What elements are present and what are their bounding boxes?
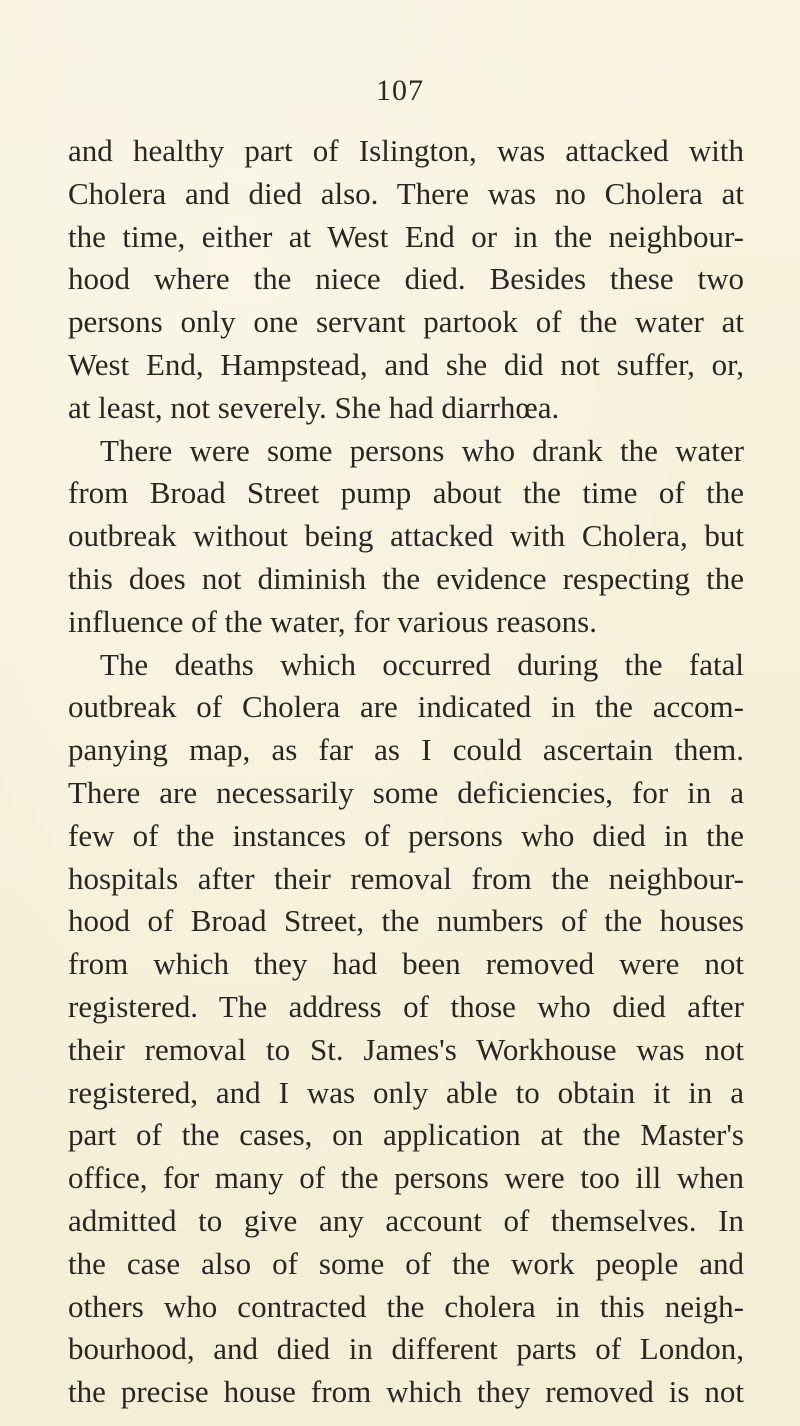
body-text: [68, 130, 744, 1414]
text-line: this does not diminish the evidence respecting the: [68, 560, 744, 596]
text-line: the case also of some of the work people and: [68, 1245, 744, 1281]
text-line: outbreak of Cholera are indicated in the accom-: [68, 689, 744, 725]
text-line: others who contracted the cholera in this neigh-: [68, 1288, 744, 1324]
text-line: and healthy part of Islington, was attacked with: [68, 133, 744, 168]
text-line: office, for many of the persons were too ill when: [68, 1160, 744, 1196]
text-line: panying map, as far as I could ascertain them.: [68, 732, 744, 768]
text-line: part of the cases, on application at the Master's: [68, 1117, 744, 1153]
text-line: bourhood, and died in different parts of London,: [68, 1331, 744, 1367]
text-line: outbreak without being attacked with Cholera, but: [68, 518, 744, 554]
text-line: their removal to St. James's Workhouse was not: [68, 1031, 744, 1067]
text-line: at least, not severely. She had diarrhœa.: [68, 389, 560, 425]
text-line: the precise house from which they removed is not: [68, 1374, 744, 1410]
text-line: registered, and I was only able to obtain it in a: [68, 1074, 744, 1110]
text-line: hood where the niece died. Besides these two: [68, 261, 744, 297]
text-line: few of the instances of persons who died in the: [68, 817, 744, 853]
text-line: persons only one servant partook of the water at: [68, 304, 744, 340]
text-line: registered. The address of those who died after: [68, 988, 744, 1024]
text-line: There are necessarily some deficiencies, for in a: [68, 774, 744, 810]
page-number: 107: [376, 74, 424, 107]
text-line: West End, Hampstead, and she did not suffer, or,: [68, 346, 744, 382]
text-line: the time, either at West End or in the neighbour-: [68, 218, 744, 254]
text-line: There were some persons who drank the water: [100, 432, 744, 468]
text-line: Cholera and died also. There was no Cholera at: [68, 175, 744, 211]
text-line: from Broad Street pump about the time of the: [68, 475, 744, 511]
text-line: hood of Broad Street, the numbers of the houses: [68, 903, 744, 939]
text-line: influence of the water, for various reasons.: [68, 603, 597, 639]
text-line: admitted to give any account of themselves. In: [68, 1202, 744, 1238]
text-line: hospitals after their removal from the neighbour-: [68, 860, 744, 896]
text-line: The deaths which occurred during the fatal: [100, 646, 744, 682]
text-line: from which they had been removed were not: [68, 946, 744, 982]
